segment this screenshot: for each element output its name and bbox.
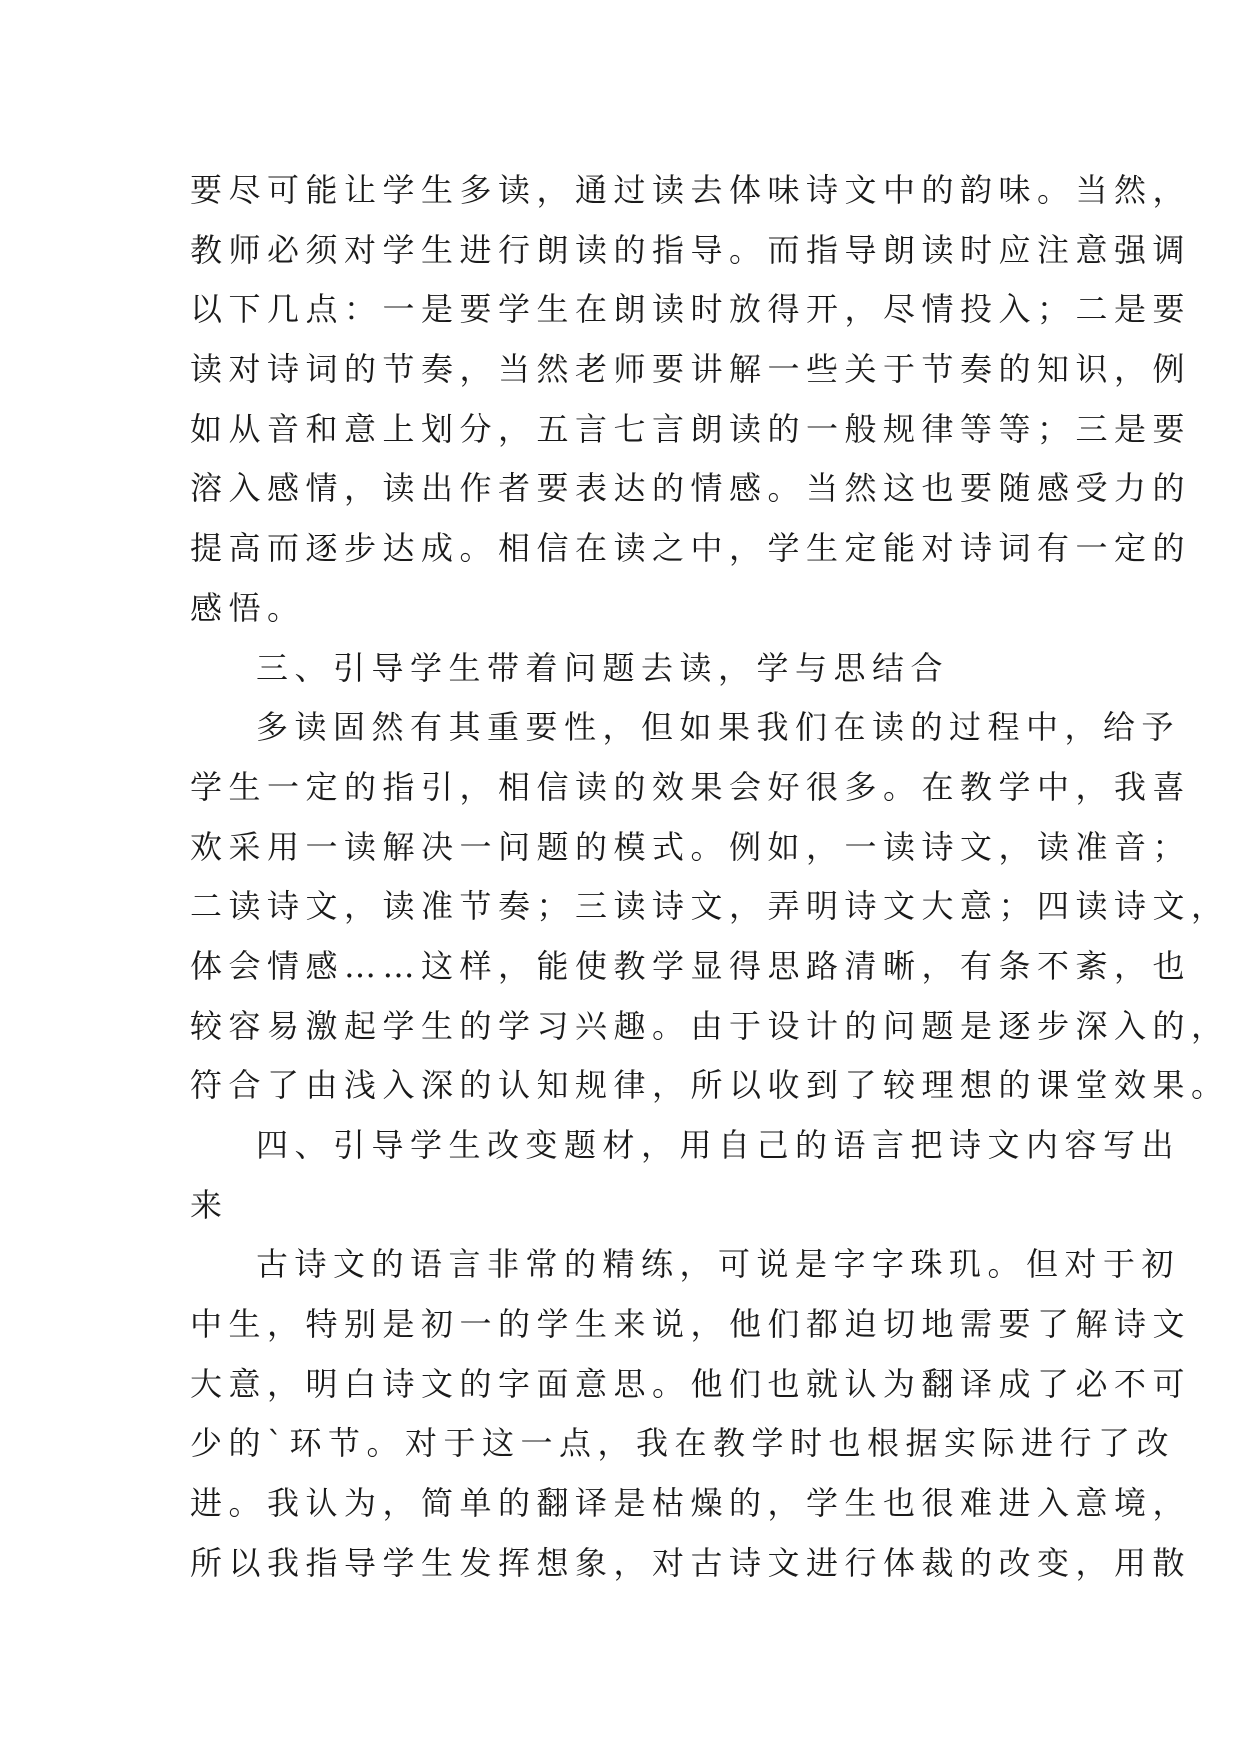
text-line: 教师必须对学生进行朗读的指导。而指导朗读时应注意强调 <box>190 230 1192 269</box>
text-line: 多读固然有其重要性，但如果我们在读的过程中，给予 <box>256 708 1181 747</box>
text-line: 感悟。 <box>190 588 306 627</box>
text-line: 古诗文的语言非常的精练，可说是字字珠玑。但对于初 <box>256 1245 1181 1284</box>
text-line: 进。我认为，简单的翻译是枯燥的，学生也很难进入意境， <box>190 1484 1192 1523</box>
text-line: 要尽可能让学生多读，通过读去体味诗文中的韵味。当然， <box>190 171 1192 209</box>
text-line: 来 <box>190 1185 229 1224</box>
text-line: 四、引导学生改变题材，用自己的语言把诗文内容写出 <box>256 1126 1181 1164</box>
text-line: 大意，明白诗文的字面意思。他们也就认为翻译成了必不可 <box>190 1364 1192 1403</box>
text-line: 符合了由浅入深的认知规律，所以收到了较理想的课堂效果。 <box>190 1066 1230 1105</box>
text-line: 三、引导学生带着问题去读，学与思结合 <box>256 648 950 687</box>
text-line: 二读诗文，读准节奏；三读诗文，弄明诗文大意；四读诗文， <box>190 887 1230 926</box>
text-line: 提高而逐步达成。相信在读之中，学生定能对诗词有一定的 <box>190 529 1192 568</box>
text-line: 体会情感……这样，能使教学显得思路清晰，有条不紊，也 <box>190 946 1192 985</box>
body-text <box>190 161 1230 1594</box>
text-line: 以下几点：一是要学生在朗读时放得开，尽情投入；二是要 <box>190 290 1192 329</box>
text-line: 所以我指导学生发挥想象，对古诗文进行体裁的改变，用散 <box>190 1543 1192 1582</box>
text-line: 少的`环节。对于这一点，我在教学时也根据实际进行了改 <box>190 1424 1176 1463</box>
text-line: 中生，特别是初一的学生来说，他们都迫切地需要了解诗文 <box>190 1305 1192 1344</box>
text-line: 如从音和意上划分，五言七言朗读的一般规律等等；三是要 <box>190 409 1192 448</box>
text-line: 溶入感情，读出作者要表达的情感。当然这也要随感受力的 <box>190 469 1192 508</box>
text-line: 较容易激起学生的学习兴趣。由于设计的问题是逐步深入的， <box>190 1006 1230 1045</box>
text-line: 读对诗词的节奏，当然老师要讲解一些关于节奏的知识，例 <box>190 350 1192 389</box>
text-line: 欢采用一读解决一问题的模式。例如，一读诗文，读准音； <box>190 827 1192 866</box>
text-line: 学生一定的指引，相信读的效果会好很多。在教学中，我喜 <box>190 767 1192 806</box>
